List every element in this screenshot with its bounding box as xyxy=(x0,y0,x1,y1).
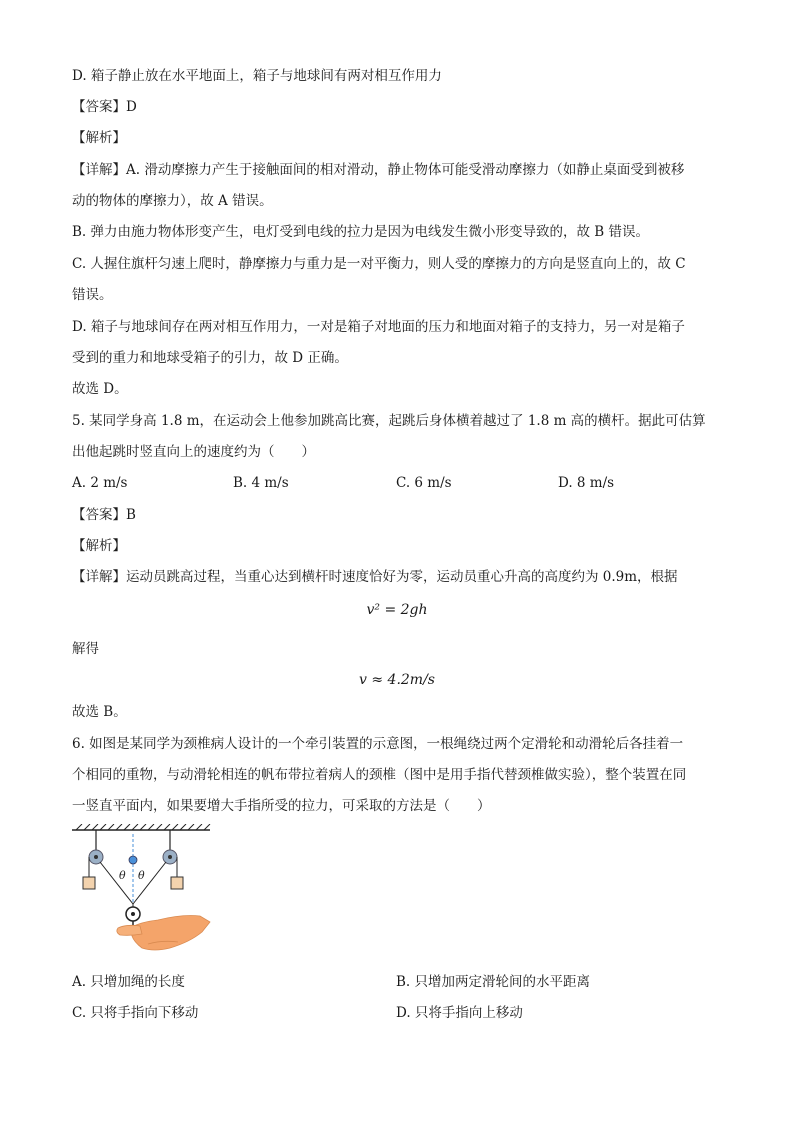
q5-answer: 【答案】B xyxy=(72,507,136,523)
q5-solve-label: 解得 xyxy=(72,641,99,657)
q6-option-b: B. 只增加两定滑轮间的水平距离 xyxy=(396,974,591,990)
q5-stem-line-1: 5. 某同学身高 1.8 m，在运动会上他参加跳高比赛，起跳后身体横着越过了 1.8 m 高的横杆。据此可估算 xyxy=(72,413,706,429)
q4-detail-line-1: 【详解】A. 滑动摩擦力产生于接触面间的相对滑动，静止物体可能受滑动摩擦力（如静止桌面受到被移 xyxy=(72,162,685,178)
q4-option-d: D. 箱子静止放在水平地面上，箱子与地球间有两对相互作用力 xyxy=(72,68,442,84)
q4-analysis-heading: 【解析】 xyxy=(72,130,126,146)
left-weight xyxy=(83,877,95,889)
q5-option-b: B. 4 m/s xyxy=(233,475,289,491)
q6-stem-line-2: 个相同的重物，与动滑轮相连的帆布带拉着病人的颈椎（图中是用手指代替颈椎做实验），整个装置在同 xyxy=(72,767,687,783)
q4-answer: 【答案】D xyxy=(72,99,137,115)
traction-device-figure xyxy=(70,824,220,956)
q4-detail-line-5: 错误。 xyxy=(72,287,113,303)
q5-analysis-heading: 【解析】 xyxy=(72,538,126,554)
q5-formula-energy: v² = 2gh xyxy=(366,602,428,618)
q6-stem-line-3: 一竖直平面内，如果要增大手指所受的拉力，可采取的方法是（ ） xyxy=(72,798,491,814)
q6-option-a: A. 只增加绳的长度 xyxy=(72,974,185,990)
q6-option-d: D. 只将手指向上移动 xyxy=(396,1005,523,1021)
ceiling-hatch xyxy=(76,824,210,830)
q4-detail-line-7: 受到的重力和地球受箱子的引力，故 D 正确。 xyxy=(72,350,348,366)
q5-formula-result: v ≈ 4.2m/s xyxy=(359,672,435,688)
q6-option-c: C. 只将手指向下移动 xyxy=(72,1005,199,1021)
q6-stem-line-1: 6. 如图是某同学为颈椎病人设计的一个牵引装置的示意图，一根绳绕过两个定滑轮和动滑轮后各挂着一 xyxy=(72,736,684,752)
q5-option-a: A. 2 m/s xyxy=(72,475,128,491)
q4-detail-line-3: B. 弹力由施力物体形变产生，电灯受到电线的拉力是因为电线发生微小形变导致的，故 B 错误。 xyxy=(72,224,650,240)
q5-detail-line-1: 【详解】运动员跳高过程，当重心达到横杆时速度恰好为零，运动员重心升高的高度约为 0.9m，根据 xyxy=(72,569,678,585)
q4-detail-line-4: C. 人握住旗杆匀速上爬时，静摩擦力与重力是一对平衡力，则人受的摩擦力的方向是竖直向上的，故 C xyxy=(72,256,686,272)
q5-option-c: C. 6 m/s xyxy=(396,475,452,491)
q4-detail-line-2: 动的物体的摩擦力），故 A 错误。 xyxy=(72,193,273,209)
q4-conclusion: 故选 D。 xyxy=(72,381,128,397)
theta-right-label: θ xyxy=(138,869,145,882)
q5-option-d: D. 8 m/s xyxy=(558,475,615,491)
theta-left-label: θ xyxy=(119,869,126,882)
q5-conclusion: 故选 B。 xyxy=(72,704,127,720)
q5-stem-line-2: 出他起跳时竖直向上的速度约为（ ） xyxy=(72,444,315,460)
q4-detail-line-6: D. 箱子与地球间存在两对相互作用力，一对是箱子对地面的压力和地面对箱子的支持力，另一对是箱子 xyxy=(72,319,685,335)
right-weight xyxy=(171,877,183,889)
